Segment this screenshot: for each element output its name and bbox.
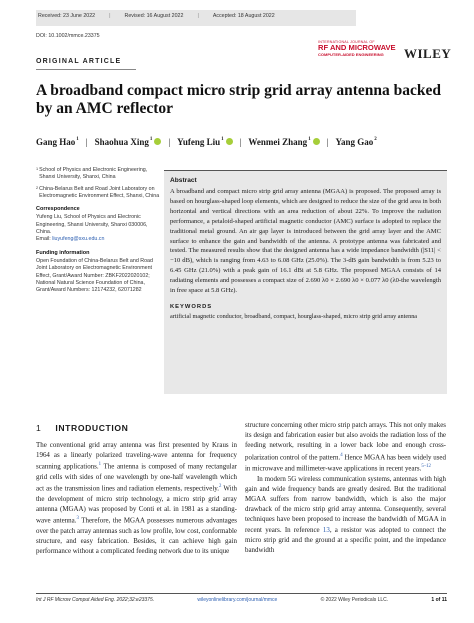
section-title: INTRODUCTION [55,423,129,433]
funding-heading: Funding information [36,249,90,256]
body-column-left: The conventional grid array antenna was first presented by Kraus in 1964 as a linearly polarized traveling-wave antenna for frequency scanning applications.$^1$ The antenna is composed of many rectangular grid cells with sides of one wavelength by one-half wavelength which act as the transmission lines and radiation elements, respectively.$^2$ With the development of micro strip technology, a micro strip grid array antenna (MGAA) was proposed by Conti et al. in 1981 as a standing-wave antenna.$^3$ Therefore, the MGAA possesses numerous advantages over the patch array antennas such as low profile, low cost, conformable structure, and easy fabrication. Besides, it can achieve high gain performance without a complicated feeding network due to its unique [36,441,238,555]
keywords-heading: KEYWORDS [170,303,213,310]
funding-text: Open Foundation of China-Belarus Belt and Road Joint Laboratory on Electromagnetic Environment Effect, Grant/Award Number: ZBKF2022020102; National Natural Science Foundation of China, Grant/Award Numbers: 12174232, 62071282 [36,257,153,294]
citation-link[interactable]: 4 [340,452,343,458]
affiliation: 2 China-Belarus Belt and Road Joint Laboratory on Electromagnetic Environment Effect, Shanxi, China [36,185,160,199]
page-footer [36,597,447,603]
section-heading [36,423,128,433]
author[interactable]: Shaohua Xing $^1$ [95,137,162,147]
footer-rule [36,593,447,594]
page-number: 1 of 11 [431,597,447,603]
article-type-rule [36,69,136,70]
abstract-box [164,170,447,394]
section-number: 1 [36,423,42,433]
citation-link[interactable]: 2 [219,484,222,490]
article-dates: Received: 23 June 2022 | Revised: 16 August 2022 | Accepted: 18 August 2022 [38,13,275,19]
author-list: Gang Hao $^1$ | Shaohua Xing $^1$ | Yufeng Liu $^1$ | Wenmei Zhang $^1$ | Yang Gao $^2$ [36,137,377,147]
citation-link[interactable]: 3 [76,516,79,522]
orcid-icon[interactable] [226,138,233,145]
citation-link[interactable]: 1 [98,462,101,468]
orcid-icon[interactable] [313,138,320,145]
journal-logo-big: RF AND MICROWAVE [318,43,396,52]
correspondence-heading: Correspondence [36,206,80,213]
received-date: Received: 23 June 2022 [38,13,96,19]
correspondence-text: Yufeng Liu, School of Physics and Electronic Engineering, Shanxi University, Shanxi 030006, China. Email: liuyufeng@sxu.edu.cn [36,214,148,243]
author[interactable]: Yang Gao $^2$ [335,137,377,147]
email-link[interactable]: liuyufeng@sxu.edu.cn [52,236,105,243]
article-title: A broadband compact micro strip grid array antenna backed by an AMC reflector [36,82,442,117]
accepted-date: Accepted: 18 August 2022 [212,13,275,19]
abstract-heading: Abstract [170,177,197,184]
citation-link[interactable]: 5–12 [421,464,431,470]
footer-copyright: © 2022 Wiley Periodicals LLC. [320,597,389,603]
affiliation: 1 School of Physics and Electronic Engineering, Shanxi University, Shanxi, China [36,167,148,181]
publisher-logo: WILEY [404,46,452,61]
article-info-column [36,167,160,294]
footer-citation: Int J RF Microw Comput Aided Eng. 2022;32:e23375. [36,597,155,603]
article-type: ORIGINAL ARTICLE [36,58,122,65]
citation-link[interactable]: 13 [322,525,330,534]
revised-date: Revised: 16 August 2022 [124,13,184,19]
journal-logo [318,40,400,57]
author[interactable]: Yufeng Liu $^1$ [177,137,232,147]
author[interactable]: Gang Hao $^1$ [36,137,79,147]
orcid-icon[interactable] [154,138,161,145]
keywords-text: artificial magnetic conductor, broadband, compact, hourglass-shaped, micro strip grid array antenna [170,312,418,320]
abstract-text: A broadband and compact micro strip grid array antenna (MGAA) is proposed. The proposed array is based on hourglass-shaped loop elements, which are designed to reduce the size of the grid area in both horizontal and vertical directions with an area reduction of about 22%. To improve the radiation performance, a petaloid-shaped artificial magnetic conductor (AMC) surface is adopted to replace the traditional metal ground. An air gap layer is introduced between the grid array layer and the AMC surface to enhance the gain and bandwidth of the antenna. A prototype antenna was fabricated and tested. The measured results show that the designed antenna has a wide impedance bandwidth (|S11| < −10 dB), which is ranging from 4.63 to 6.08 GHz (25.0%). The 3-dB gain bandwidth is from 5.23 to 6.45 GHz (21.0%) with a peak gain of 16.1 dBi at 5.8 GHz. The proposed MGAA consists of 14 radiating elements and possesses a compact size of 2.690 λ0 × 2.690 λ0 × 0.077 λ0 (λ0-the wavelength in free space at 5.8 GHz). [170,188,441,295]
journal-logo-small: INTERNATIONAL JOURNAL OF [318,40,375,44]
journal-url-link[interactable]: wileyonlinelibrary.com/journal/mmce [197,597,278,603]
journal-logo-sub: COMPUTER-AIDED ENGINEERING [318,52,384,57]
doi[interactable]: DOI: 10.1002/mmce.23375 [36,33,100,39]
author[interactable]: Wenmei Zhang $^1$ [248,137,319,147]
body-column-right: structure concerning other micro strip patch arrays. This not only makes its design and fabrication easier but also avoids the radiation loss of the feeding network, resulting in a lower back lobe and enough cross-polarization control of the pattern.$^4$ Hence MGAA has been widely used in microwave and millimeter-wave applications in recent years.$^{5-12}$ In modern 5G wireless communication systems, antennas with high gain and wide frequency bands are greatly desired. But the traditional MGAA suffers from narrow bandwidth, which is also the major drawback of the micro strip grid array antenna. Consequently, several techniques have been proposed to increase the bandwidth of MGAA in recent years. In reference 13, a resistor was adopted to connect the micro strip grid and the ground at a specific point, and the impedance bandwidth [245,421,446,555]
